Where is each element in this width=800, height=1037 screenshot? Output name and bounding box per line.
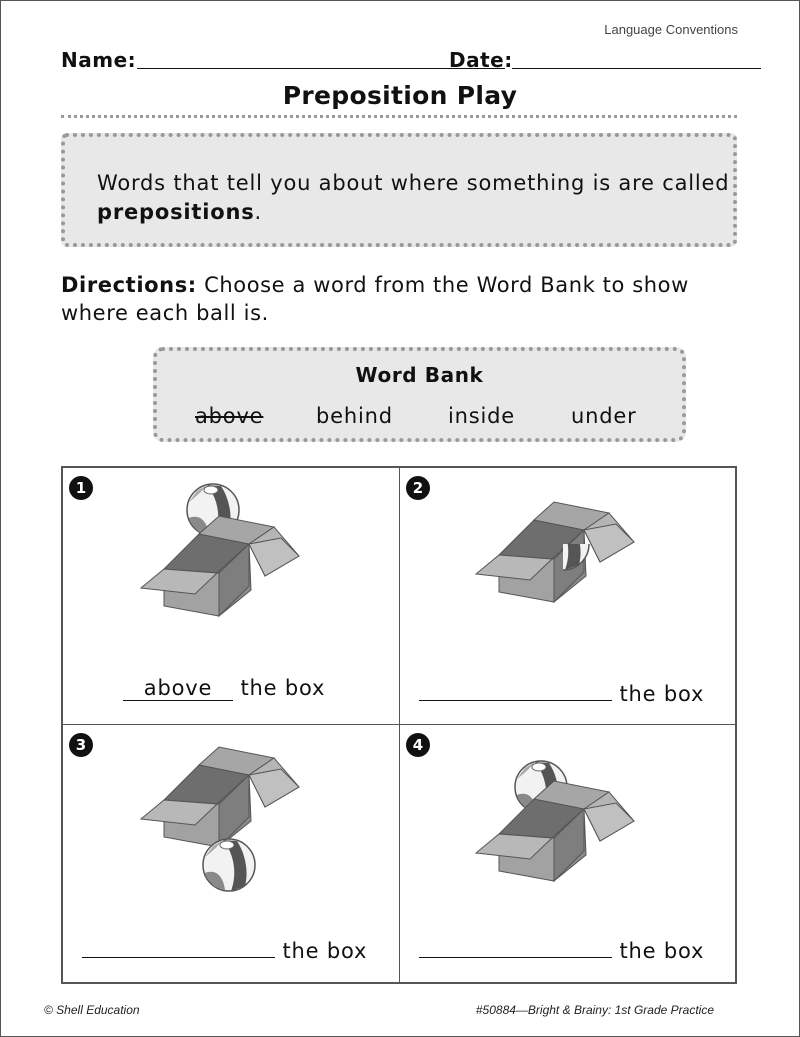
item-number: 3	[69, 733, 93, 757]
answer-line	[82, 933, 367, 963]
item-number: 1	[69, 476, 93, 500]
name-date-row	[61, 44, 761, 72]
definition-text: Words that tell you about where something is are called prepositions.	[97, 171, 730, 224]
word-bank-word-behind: behind	[316, 404, 393, 428]
answer-suffix: the box	[240, 676, 326, 700]
ball-above-box-picture	[63, 468, 400, 658]
answer-line	[419, 933, 704, 963]
exercise-item	[400, 468, 737, 725]
product-reference: #50884—Bright & Brainy: 1st Grade Practice	[475, 1003, 714, 1017]
answer-suffix: the box	[282, 939, 368, 963]
word-bank-word-above: above	[195, 404, 264, 428]
item-number: 4	[406, 733, 430, 757]
item-number: 2	[406, 476, 430, 500]
name-label: Name:	[61, 48, 137, 72]
answer-line	[419, 676, 704, 706]
date-label: Date:	[449, 48, 513, 72]
page-title: Preposition Play	[282, 81, 518, 110]
word-bank-word-inside: inside	[448, 404, 515, 428]
word-bank	[153, 347, 686, 442]
exercise-grid	[61, 466, 737, 984]
word-bank-word-under: under	[571, 404, 637, 428]
exercise-item	[400, 725, 737, 982]
answer-suffix: the box	[619, 939, 705, 963]
definition-box	[61, 133, 737, 247]
dotted-divider	[61, 115, 737, 118]
answer-blank[interactable]	[419, 676, 612, 701]
directions-label: Directions:	[61, 273, 197, 297]
answer-blank[interactable]: above	[123, 676, 233, 701]
copyright: © Shell Education	[44, 1003, 140, 1017]
exercise-item	[63, 468, 400, 725]
directions-text: Choose a word from the Word Bank to show where each ball is.	[61, 273, 689, 325]
exercise-item	[63, 725, 400, 982]
date-field[interactable]	[512, 68, 761, 69]
ball-inside-box-picture	[400, 468, 737, 658]
section-header: Language Conventions	[604, 22, 738, 37]
answer-blank[interactable]	[82, 933, 275, 958]
ball-under-box-picture	[63, 725, 400, 915]
answer-blank[interactable]	[419, 933, 612, 958]
directions	[61, 271, 741, 327]
answer-suffix: the box	[619, 682, 705, 706]
ball-behind-box-picture	[400, 725, 737, 915]
definition-keyword: prepositions	[97, 200, 255, 224]
answer-line	[123, 676, 325, 701]
word-bank-title: Word Bank	[355, 363, 484, 387]
